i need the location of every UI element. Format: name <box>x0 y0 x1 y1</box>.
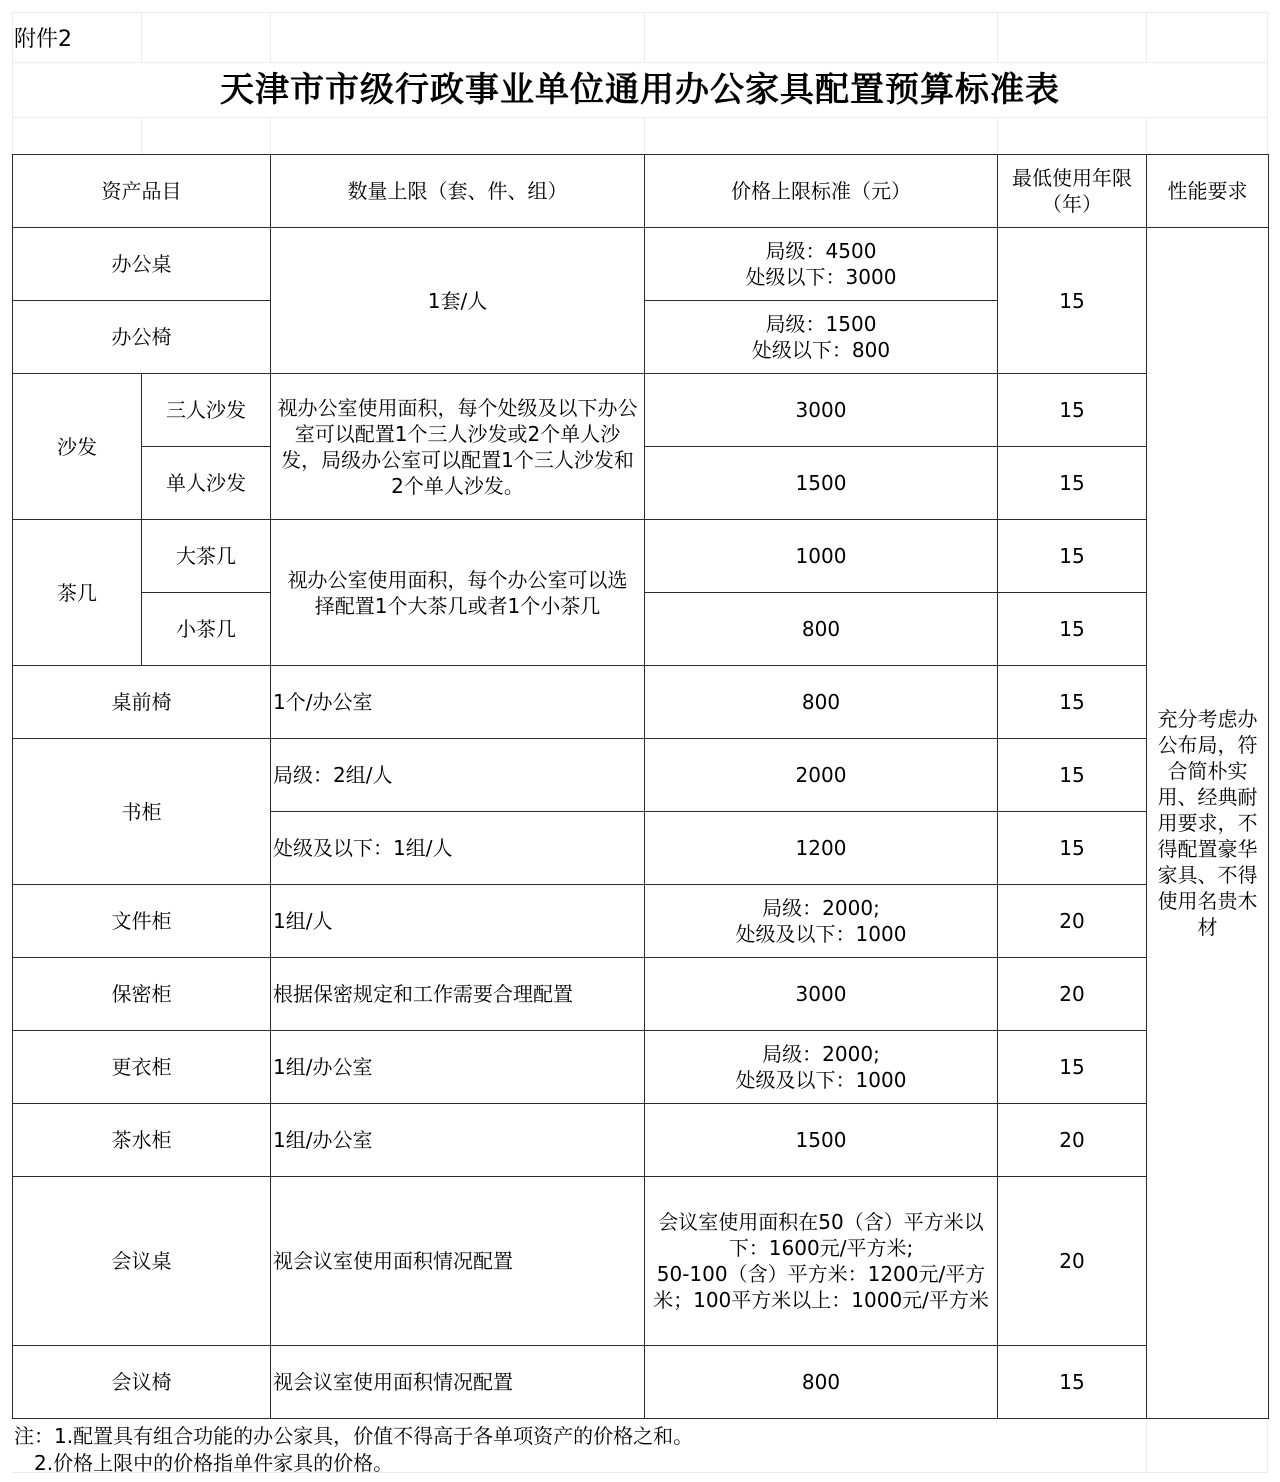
quantity-desk-chair: 1套/人 <box>271 228 645 374</box>
years-three-seat-sofa: 15 <box>998 374 1147 447</box>
item-tea-cabinet: 茶水柜 <box>13 1104 271 1177</box>
item-office-desk: 办公桌 <box>13 228 271 301</box>
years-front-chair: 15 <box>998 666 1147 739</box>
item-file-cabinet: 文件柜 <box>13 885 271 958</box>
price-bookcase-division: 1200 <box>645 812 998 885</box>
price-meeting-chair: 800 <box>645 1346 998 1419</box>
years-meeting-table: 20 <box>998 1177 1147 1346</box>
years-meeting-chair: 15 <box>998 1346 1147 1419</box>
table-row <box>13 1031 1269 1104</box>
price-small-tea-table: 800 <box>645 593 998 666</box>
gridline <box>644 12 645 62</box>
price-big-tea-table: 1000 <box>645 520 998 593</box>
table-row <box>13 666 1269 739</box>
quantity-tea-table: 视办公室使用面积，每个办公室可以选择配置1个大茶几或者1个小茶几 <box>271 520 645 666</box>
price-bookcase-bureau: 2000 <box>645 739 998 812</box>
item-front-chair: 桌前椅 <box>13 666 271 739</box>
years-big-tea-table: 15 <box>998 520 1147 593</box>
quantity-safe-cabinet: 根据保密规定和工作需要合理配置 <box>271 958 645 1031</box>
table-row <box>13 1104 1269 1177</box>
column-header-years: 最低使用年限 （年） <box>998 155 1147 228</box>
table-row <box>13 1177 1269 1346</box>
gridline <box>1146 118 1147 154</box>
quantity-file-cabinet: 1组/人 <box>271 885 645 958</box>
page-title: 天津市市级行政事业单位通用办公家具配置预算标准表 <box>220 70 1060 110</box>
years-wardrobe: 15 <box>998 1031 1147 1104</box>
gridline <box>270 118 271 154</box>
gridline <box>12 117 1268 118</box>
column-header-performance: 性能要求 <box>1147 155 1269 228</box>
performance-requirement: 充分考虑办公布局，符合简朴实用、经典耐用要求，不得配置豪华家具、不得使用名贵木材 <box>1147 228 1269 1419</box>
item-small-tea-table: 小茶几 <box>142 593 271 666</box>
gridline <box>1267 1420 1268 1472</box>
gridline <box>270 12 271 62</box>
quantity-front-chair: 1个/办公室 <box>271 666 645 739</box>
table-header-row <box>13 155 1269 228</box>
table-row <box>13 228 1269 301</box>
item-three-seat-sofa: 三人沙发 <box>142 374 271 447</box>
gridline <box>141 12 142 62</box>
gridline <box>1146 1420 1147 1472</box>
quantity-sofa: 视办公室使用面积，每个处级及以下办公室可以配置1个三人沙发或2个单人沙发，局级办公室可以配置1个三人沙发和2个单人沙发。 <box>271 374 645 520</box>
quantity-tea-cabinet: 1组/办公室 <box>271 1104 645 1177</box>
price-single-sofa: 1500 <box>645 447 998 520</box>
years-single-sofa: 15 <box>998 447 1147 520</box>
gridline <box>141 118 142 154</box>
item-meeting-chair: 会议椅 <box>13 1346 271 1419</box>
item-wardrobe: 更衣柜 <box>13 1031 271 1104</box>
item-single-sofa: 单人沙发 <box>142 447 271 520</box>
item-office-chair: 办公椅 <box>13 301 271 374</box>
item-group-tea-table: 茶几 <box>13 520 142 666</box>
table-row <box>13 1346 1269 1419</box>
column-header-price: 价格上限标准（元） <box>645 155 998 228</box>
footnote-1: 注：1.配置具有组合功能的办公家具，价值不得高于各单项资产的价格之和。 <box>14 1424 694 1448</box>
item-big-tea-table: 大茶几 <box>142 520 271 593</box>
years-bookcase-bureau: 15 <box>998 739 1147 812</box>
table-row <box>13 739 1269 812</box>
gridline <box>644 118 645 154</box>
price-front-chair: 800 <box>645 666 998 739</box>
table-row <box>13 374 1269 447</box>
table-row <box>13 520 1269 593</box>
years-tea-cabinet: 20 <box>998 1104 1147 1177</box>
column-header-quantity: 数量上限（套、件、组） <box>271 155 645 228</box>
years-small-tea-table: 15 <box>998 593 1147 666</box>
quantity-wardrobe: 1组/办公室 <box>271 1031 645 1104</box>
attachment-label: 附件2 <box>14 27 72 52</box>
price-meeting-table: 会议室使用面积在50（含）平方米以下：1600元/平方米; 50-100（含）平方米：1200元/平方米；100平方米以上：1000元/平方米 <box>645 1177 998 1346</box>
price-office-desk: 局级：4500 处级以下：3000 <box>645 228 998 301</box>
gridline <box>1146 12 1147 62</box>
years-desk-chair: 15 <box>998 228 1147 374</box>
budget-standard-table <box>12 154 1269 1419</box>
price-file-cabinet: 局级：2000; 处级及以下：1000 <box>645 885 998 958</box>
column-header-item: 资产品目 <box>13 155 271 228</box>
item-bookcase: 书柜 <box>13 739 271 885</box>
price-wardrobe: 局级：2000; 处级及以下：1000 <box>645 1031 998 1104</box>
gridline <box>12 62 1268 63</box>
years-file-cabinet: 20 <box>998 885 1147 958</box>
years-bookcase-division: 15 <box>998 812 1147 885</box>
quantity-bookcase-bureau: 局级：2组/人 <box>271 739 645 812</box>
item-group-sofa: 沙发 <box>13 374 142 520</box>
table-row <box>13 958 1269 1031</box>
quantity-meeting-table: 视会议室使用面积情况配置 <box>271 1177 645 1346</box>
gridline <box>997 118 998 154</box>
quantity-meeting-chair: 视会议室使用面积情况配置 <box>271 1346 645 1419</box>
gridline <box>12 12 1268 13</box>
quantity-bookcase-division: 处级及以下：1组/人 <box>271 812 645 885</box>
price-three-seat-sofa: 3000 <box>645 374 998 447</box>
item-meeting-table: 会议桌 <box>13 1177 271 1346</box>
price-safe-cabinet: 3000 <box>645 958 998 1031</box>
footnote-2: 2.价格上限中的价格指单件家具的价格。 <box>34 1451 394 1475</box>
item-safe-cabinet: 保密柜 <box>13 958 271 1031</box>
gridline <box>997 12 998 62</box>
table-row <box>13 885 1269 958</box>
price-office-chair: 局级：1500 处级以下：800 <box>645 301 998 374</box>
years-safe-cabinet: 20 <box>998 958 1147 1031</box>
price-tea-cabinet: 1500 <box>645 1104 998 1177</box>
